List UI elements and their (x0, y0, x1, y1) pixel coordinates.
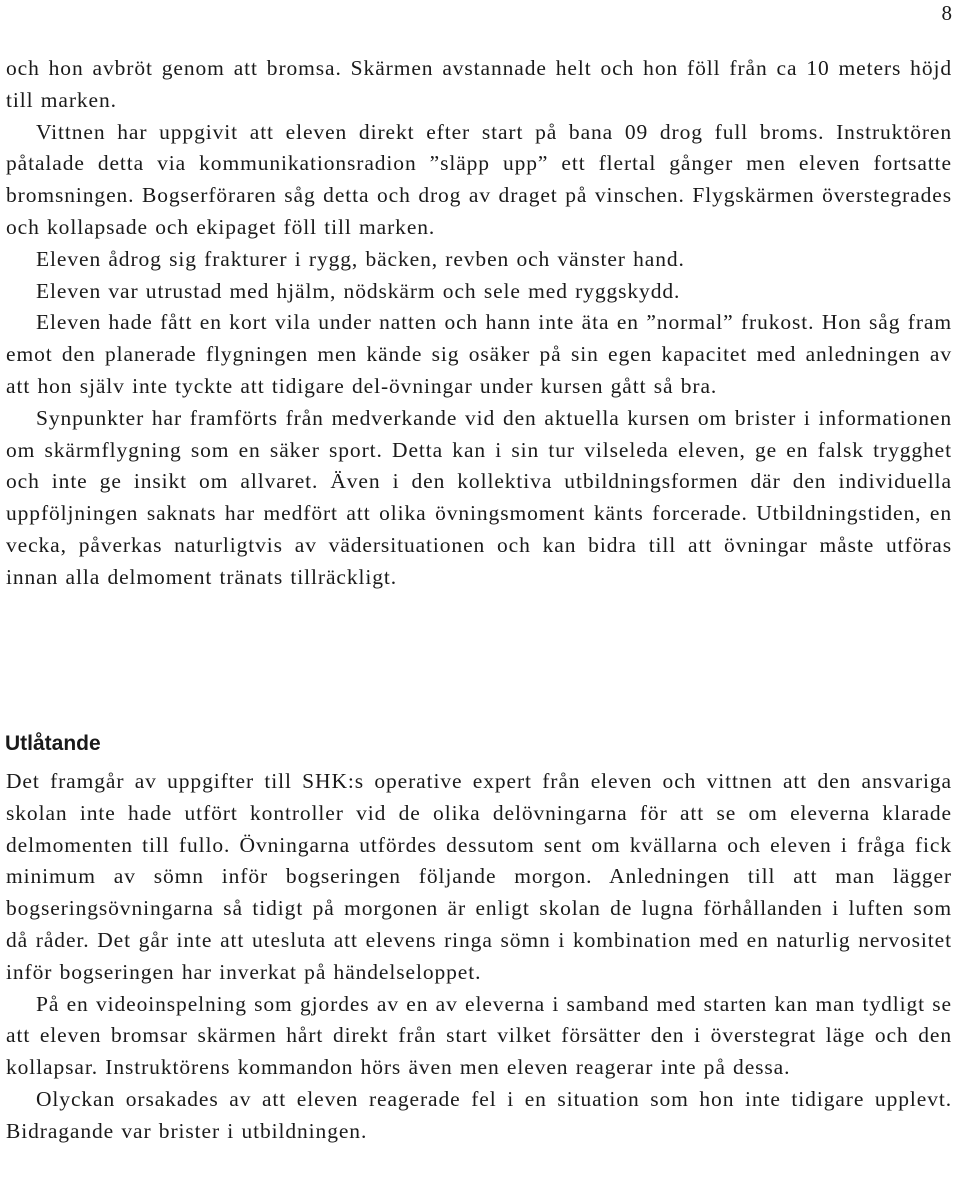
section-text (6, 766, 952, 1148)
body-text (6, 53, 952, 594)
paragraph-rest: Eleven hade fått en kort vila under natten och hann inte äta en ”normal” frukost. Hon såg fram emot den planerade flygningen men kände sig osäker på sin egen kapacitet med anledningen av att hon själv inte tyckte att tidigare del-övningar under kursen gått så bra. (6, 310, 952, 398)
page-number: 8 (941, 1, 952, 25)
paragraph-video: På en videoinspelning som gjordes av en av eleverna i samband med starten kan man tydligt se att eleven bromsar skärmen hårt direkt från start vilket försätter den i överstegrat läge och den kollapsar. Instruktörens kommandon hörs även men eleven reagerar inte på dessa. (6, 991, 952, 1080)
paragraph-conclusion: Olyckan orsakades av att eleven reagerade fel i en situation som hon inte tidigare upplevt. Bidragande var brister i utbildningen. (6, 1086, 952, 1143)
paragraph-witnesses: Vittnen har uppgivit att eleven direkt efter start på bana 09 drog full broms. Instruktören påtalade detta via kommunikationsradion ”släpp upp” ett flertal gånger men eleven fortsatte bromsningen. Bogserföraren såg detta och drog av draget på vinschen. Flygskärmen överstegrades och kollapsade och ekipaget föll till marken. (6, 119, 952, 239)
paragraph-equipment: Eleven var utrustad med hjälm, nödskärm och sele med ryggskydd. (36, 278, 681, 303)
paragraph-viewpoints: Synpunkter har framförts från medverkande vid den aktuella kursen om brister i informationen om skärmflygning som en säker sport. Detta kan i sin tur vilseleda eleven, ge en falsk trygghet och inte ge insikt om allvaret. Även i den kollektiva utbildningsformen där den individuella uppföljningen saknats har medfört att olika övningsmoment känts forcerade. Utbildningstiden, en vecka, påverkas naturligtvis av vädersituationen och kan bidra till att övningar måste utföras innan alla delmoment tränats tillräckligt. (6, 405, 952, 589)
paragraph-statement: Det framgår av uppgifter till SHK:s operative expert från eleven och vittnen att den ansvariga skolan inte hade utfört kontroller vid de olika delövningarna för att se om eleverna klarade delmomenten till fullo. Övningarna utfördes dessutom sent om kvällarna och eleven i fråga fick minimum av sömn inför bogseringen följande morgon. Anledningen till att man lägger bogseringsövningarna så tidigt på morgonen är enligt skolan de lugna förhållanden i luften som då råder. Det går inte att utesluta att elevens ringa sömn i kombination med en naturlig nervositet inför bogseringen har inverkat på händelseloppet. (6, 769, 952, 984)
section-heading: Utlåtande (5, 732, 101, 755)
paragraph-injuries: Eleven ådrog sig frakturer i rygg, bäcken, revben och vänster hand. (36, 246, 685, 271)
paragraph-accident-end: och hon avbröt genom att bromsa. Skärmen avstannade helt och hon föll från ca 10 meters höjd till marken. (6, 56, 952, 112)
